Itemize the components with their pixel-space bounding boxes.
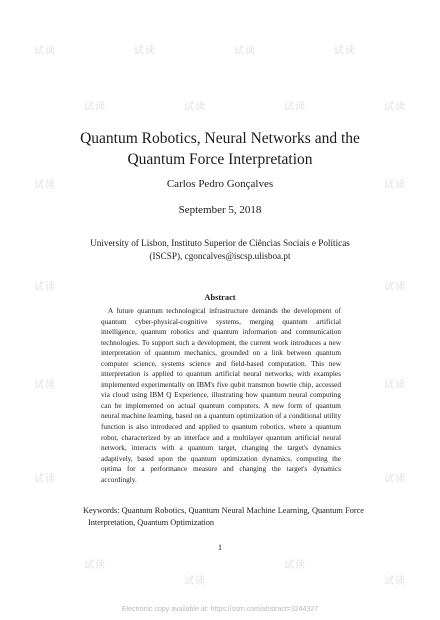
watermark-text: 试读 [284,102,306,113]
ssrn-footer-note: Electronic copy available at: https://ssrn.com/abstract=3244327 [121,606,319,613]
paper-affiliation [50,237,390,263]
watermark-text: 试读 [384,474,406,485]
watermark-text: 试读 [184,576,206,587]
watermark-text: 试读 [334,46,356,57]
paper-author: Carlos Pedro Gonçalves [166,178,274,190]
watermark-text: 试读 [34,474,56,485]
watermark-text: 试读 [384,576,406,587]
paper-date: September 5, 2018 [178,204,262,216]
watermark-text: 试读 [34,46,56,57]
watermark-text: 试读 [34,180,56,191]
paper-keywords: Keywords: Quantum Robotics, Quantum Neural Machine Learning, Quantum Force Interpretation, Quantum Optimization [83,506,364,527]
affiliation-line-1: University of Lisbon, Instituto Superior de Ciências Sociais e Políticas [90,238,350,248]
watermark-text: 试读 [184,102,206,113]
watermark-text: 试读 [84,102,106,113]
watermark-text: 试读 [134,46,156,57]
watermark-text: 试读 [34,380,56,391]
paper-title [60,128,380,170]
affiliation-line-2: (ISCSP), cgoncalves@iscsp.ulisboa.pt [149,251,291,261]
paper-title-line-1: Quantum Robotics, Neural Networks and the [80,130,360,147]
abstract-body: A future quantum technological infrastructure demands the development of quantum cyber-physical-cognitive systems, merging quantum artificial intelligence, quantum robotics and quantum information and communication technologies. To support such a development, the current work introduces a new interpretation of quantum mechanics, grounded on a link between quantum computer science, systems science and field-based computation. This new interpretation is applied to quantum artificial neural networks, with examples implemented experimentally on IBM's five qubit transmon bowtie chip, accessed via cloud using IBM Q Experience, illustrating how quantum neural computing can be implemented on actual quantum computers. A new form of quantum neural machine learning, based on a quantum optimization of a conditional utility function is also introduced and applied to quantum robotics, where a quantum robot, characterized by an interface and a multilayer quantum artificial neural network, interacts with a quantum target, changing the target's dynamics adaptively, based upon the quantum optimization dynamics, computing the optima for a performance measure and changing the target's dynamics accordingly. [101,306,341,484]
watermark-text: 试读 [384,380,406,391]
page-number: 1 [217,542,223,552]
watermark-text: 试读 [84,560,106,571]
watermark-text: 试读 [384,282,406,293]
watermark-text: 试读 [284,560,306,571]
watermark-text: 试读 [34,282,56,293]
abstract-heading: Abstract [204,293,236,302]
watermark-text: 试读 [384,180,406,191]
watermark-text: 试读 [234,46,256,57]
paper-title-line-2: Quantum Force Interpretation [127,151,313,168]
watermark-text: 试读 [384,102,406,113]
